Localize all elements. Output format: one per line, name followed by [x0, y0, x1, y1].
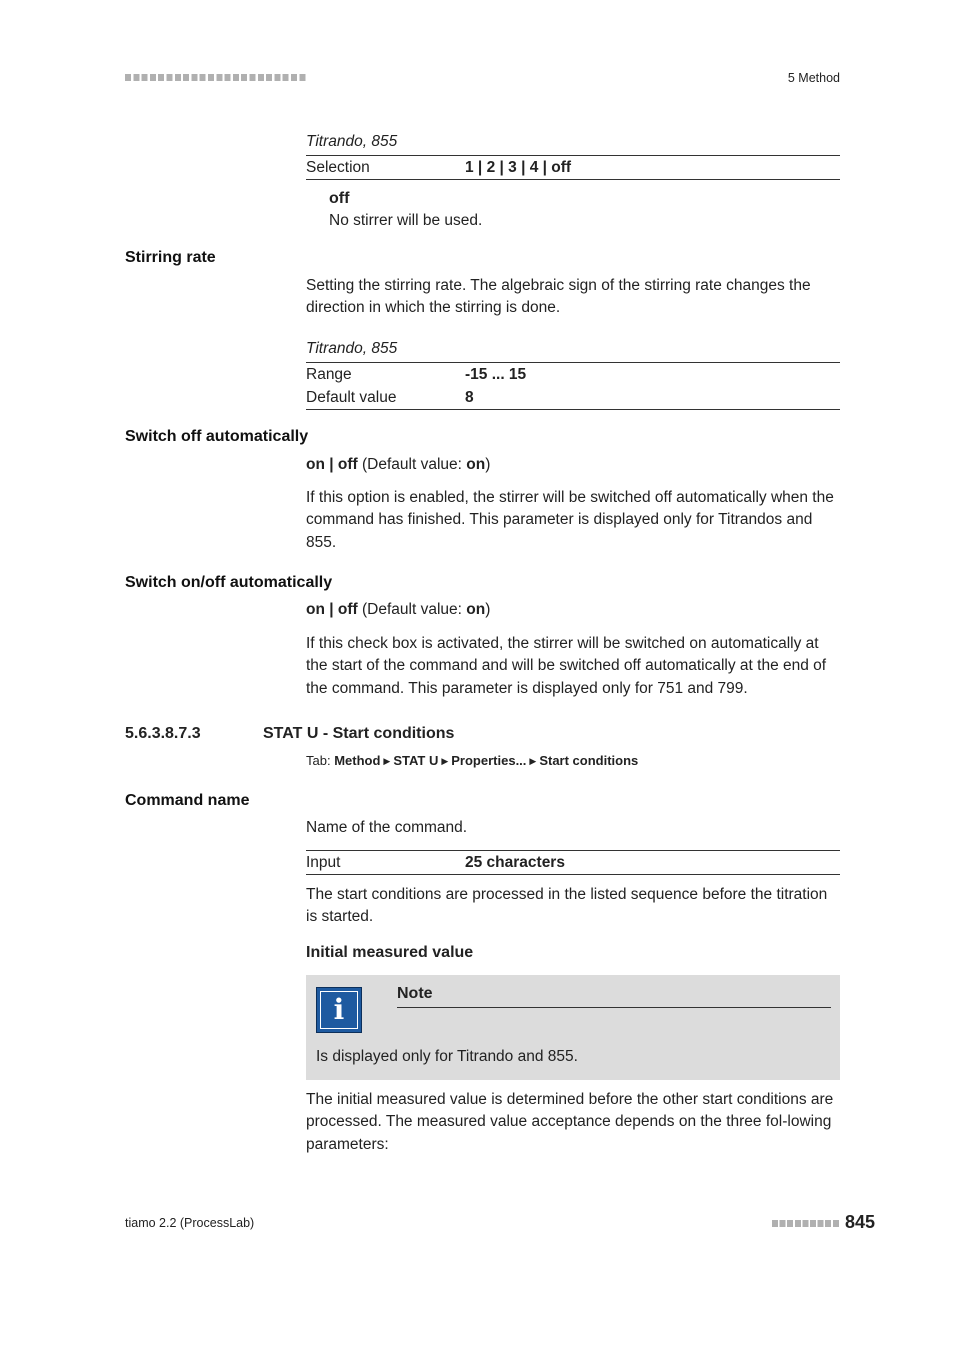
- table-caption: Titrando, 855: [306, 340, 398, 357]
- command-name-table: [306, 850, 840, 875]
- options-value: on | off: [306, 456, 358, 473]
- switch-off-options: [306, 456, 840, 474]
- selection-table: [306, 155, 840, 180]
- initial-value-desc: The initial measured value is determined before the other start conditions are processed. The measured value acceptance depends on the three fol-lowing parameters:: [306, 1091, 834, 1153]
- initial-value-heading: Initial measured value: [306, 944, 474, 961]
- default-value: on: [466, 601, 486, 618]
- row-key: Default value: [306, 389, 397, 406]
- header-decoration: [125, 74, 307, 81]
- default-suffix: ): [485, 601, 491, 618]
- note-title: Note: [397, 985, 433, 1002]
- off-option-desc: No stirrer will be used.: [329, 212, 483, 229]
- command-name-desc: Name of the command.: [306, 819, 468, 836]
- section-number: 5.6.3.8.7.3: [125, 725, 201, 742]
- arrow-right-icon: ▶: [441, 756, 449, 766]
- stirring-rate-desc: Setting the stirring rate. The algebraic sign of the stirring rate changes the direction in which the stirring is done.: [306, 277, 811, 317]
- arrow-right-icon: ▶: [383, 756, 391, 766]
- chapter-label: 5 Method: [787, 71, 840, 85]
- footer-product: tiamo 2.2 (ProcessLab): [125, 1216, 255, 1230]
- table-row: [306, 386, 840, 409]
- table-caption: Titrando, 855: [306, 133, 398, 150]
- table-row: [306, 363, 840, 386]
- row-value: 25 characters: [465, 854, 565, 871]
- default-prefix: (Default value:: [362, 456, 467, 473]
- options-value: on | off: [306, 601, 358, 618]
- section-title: STAT U - Start conditions: [263, 725, 455, 742]
- note-divider: [397, 1007, 831, 1008]
- note-box: [306, 975, 840, 1080]
- table-row: [306, 851, 840, 874]
- row-key: Range: [306, 366, 352, 383]
- path-item: Start conditions: [539, 753, 639, 768]
- path-item: Properties...: [451, 753, 527, 768]
- arrow-right-icon: ▶: [529, 756, 537, 766]
- path-item: STAT U: [393, 753, 439, 768]
- tab-path: [306, 753, 638, 768]
- row-key: Selection: [306, 159, 370, 176]
- tab-prefix: Tab:: [306, 753, 335, 768]
- footer-decoration: [772, 1220, 840, 1227]
- switch-off-heading: Switch off automatically: [125, 428, 309, 445]
- switch-onoff-desc: If this check box is activated, the stirrer will be switched on automatically at the start of the command and will be switched off automatically at the end of the command. This parameter is displayed only for 751 and 799.: [306, 635, 827, 697]
- switch-onoff-heading: Switch on/off automatically: [125, 574, 333, 591]
- table-row: [306, 156, 840, 179]
- page-number: 845: [845, 1212, 876, 1232]
- default-suffix: ): [485, 456, 491, 473]
- default-prefix: (Default value:: [362, 601, 467, 618]
- row-value: 1 | 2 | 3 | 4 | off: [465, 159, 572, 176]
- path-item: Method: [334, 753, 381, 768]
- start-conditions-desc: The start conditions are processed in the listed sequence before the titration is started.: [306, 886, 828, 926]
- off-option-label: off: [329, 190, 350, 207]
- row-value: -15 ... 15: [465, 366, 527, 383]
- note-text: Is displayed only for Titrando and 855.: [316, 1048, 578, 1065]
- row-value: 8: [465, 389, 474, 406]
- info-icon: i: [316, 987, 362, 1033]
- switch-off-desc: If this option is enabled, the stirrer will be switched off automatically when the command has finished. This parameter is displayed only for Titrandos and 855.: [306, 489, 834, 551]
- default-value: on: [466, 456, 486, 473]
- switch-onoff-options: [306, 601, 840, 619]
- stirring-rate-table: [306, 362, 840, 410]
- row-key: Input: [306, 854, 341, 871]
- command-name-heading: Command name: [125, 792, 250, 809]
- stirring-rate-heading: Stirring rate: [125, 249, 216, 266]
